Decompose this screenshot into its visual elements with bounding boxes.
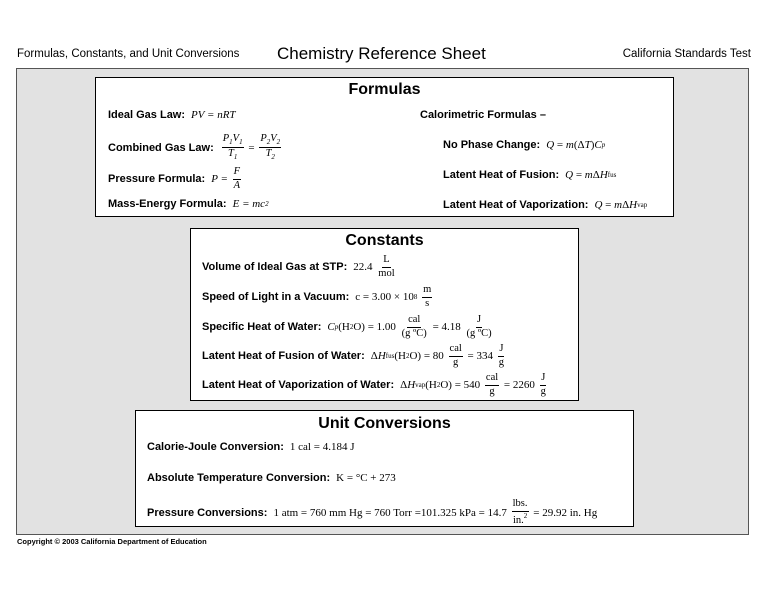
latent-fusion-row bbox=[443, 169, 616, 181]
unit-conversions-box bbox=[135, 410, 634, 527]
ideal-gas-row bbox=[108, 109, 236, 121]
mass-energy-row bbox=[108, 198, 269, 210]
temperature-label: Absolute Temperature Conversion: bbox=[147, 472, 331, 484]
formulas-box bbox=[95, 77, 674, 217]
fusion-value: Δ H fus (H 2 O) = 80 $\frac{\text{cal}}{g}$ = 334 $\frac{J}{g}$ bbox=[370, 343, 504, 368]
volume-value: 22.4 $\frac{L}{\text{mol}}$ bbox=[353, 254, 395, 279]
pressure-conversion-row bbox=[147, 499, 597, 526]
calorimetric-heading: Calorimetric Formulas – bbox=[420, 109, 546, 121]
calorie-label: Calorie-Joule Conversion: bbox=[147, 441, 284, 453]
pressure-conversion-label: Pressure Conversions: bbox=[147, 506, 268, 519]
latent-vapor-row bbox=[443, 199, 647, 211]
pressure-formula: P = $\frac{F}{A}$ bbox=[211, 166, 241, 191]
page-title: Chemistry Reference Sheet bbox=[277, 44, 486, 63]
temperature-value: K = °C + 273 bbox=[336, 472, 396, 484]
latent-vapor-label: Latent Heat of Vaporization: bbox=[443, 199, 589, 211]
calorimetric-heading-row bbox=[420, 109, 546, 121]
volume-row bbox=[202, 255, 398, 279]
calorie-value: 1 cal = 4.184 J bbox=[289, 441, 355, 453]
header-test-name: California Standards Test bbox=[622, 48, 751, 60]
no-phase-label: No Phase Change: bbox=[443, 139, 541, 151]
ideal-gas-label: Ideal Gas Law: bbox=[108, 109, 186, 121]
calorie-row bbox=[147, 441, 354, 453]
formulas-title: Formulas bbox=[348, 81, 421, 98]
mass-energy-label: Mass-Energy Formula: bbox=[108, 198, 227, 210]
conversions-title: Unit Conversions bbox=[318, 415, 451, 432]
latent-fusion-label: Latent Heat of Fusion: bbox=[443, 169, 560, 181]
pressure-label: Pressure Formula: bbox=[108, 173, 206, 185]
constants-box bbox=[190, 228, 579, 401]
speed-row bbox=[202, 285, 434, 309]
combined-gas-formula: $\frac{P_1V_1}{T_1}$ = $\frac{P_2V_2}{T_2}$ bbox=[222, 133, 281, 161]
specific-heat-label: Specific Heat of Water: bbox=[202, 321, 322, 333]
speed-label: Speed of Light in a Vacuum: bbox=[202, 291, 350, 303]
ideal-gas-formula: PV = nRT bbox=[191, 109, 236, 121]
pressure-row bbox=[108, 167, 243, 191]
no-phase-row bbox=[443, 139, 605, 151]
copyright-footer: Copyright © 2003 California Department of Education bbox=[17, 537, 207, 546]
mass-energy-formula: E = mc 2 bbox=[232, 198, 269, 210]
volume-label: Volume of Ideal Gas at STP: bbox=[202, 261, 348, 273]
combined-gas-row bbox=[108, 134, 283, 161]
latent-vapor-formula: Q = m Δ H vap bbox=[594, 199, 648, 211]
specific-heat-value: C p (H 2 O) = 1.00 $\frac{\text{cal}}{\text{(g ºC)}}$ = 4.18 $\frac{J}{\text{(g ºC)}}$ bbox=[327, 314, 492, 339]
latent-fusion-formula: Q = m Δ H fus bbox=[565, 169, 617, 181]
vapor-row bbox=[202, 373, 549, 397]
no-phase-formula: Q = m (Δ T ) C p bbox=[546, 139, 606, 151]
speed-value: c = 3.00 × 10 8 $\frac{m}{s}$ bbox=[355, 284, 432, 309]
fusion-row bbox=[202, 344, 507, 368]
combined-gas-label: Combined Gas Law: bbox=[108, 141, 214, 154]
temperature-row bbox=[147, 472, 396, 484]
fusion-label: Latent Heat of Fusion of Water: bbox=[202, 350, 365, 362]
vapor-value: Δ H vap (H 2 O) = 540 $\frac{\text{cal}}{g}$ = 2260 $\frac{J}{g}$ bbox=[400, 372, 546, 397]
specific-heat-row bbox=[202, 315, 495, 339]
header-subtitle: Formulas, Constants, and Unit Conversions bbox=[17, 48, 240, 60]
pressure-conversion-value: 1 atm = 760 mm Hg = 760 Torr =101.325 kPa = 14.7 $\frac{\text{lbs.}}{in.^2}$ = 29.92 in. Hg bbox=[273, 498, 598, 526]
vapor-label: Latent Heat of Vaporization of Water: bbox=[202, 379, 395, 391]
constants-title: Constants bbox=[345, 232, 424, 249]
